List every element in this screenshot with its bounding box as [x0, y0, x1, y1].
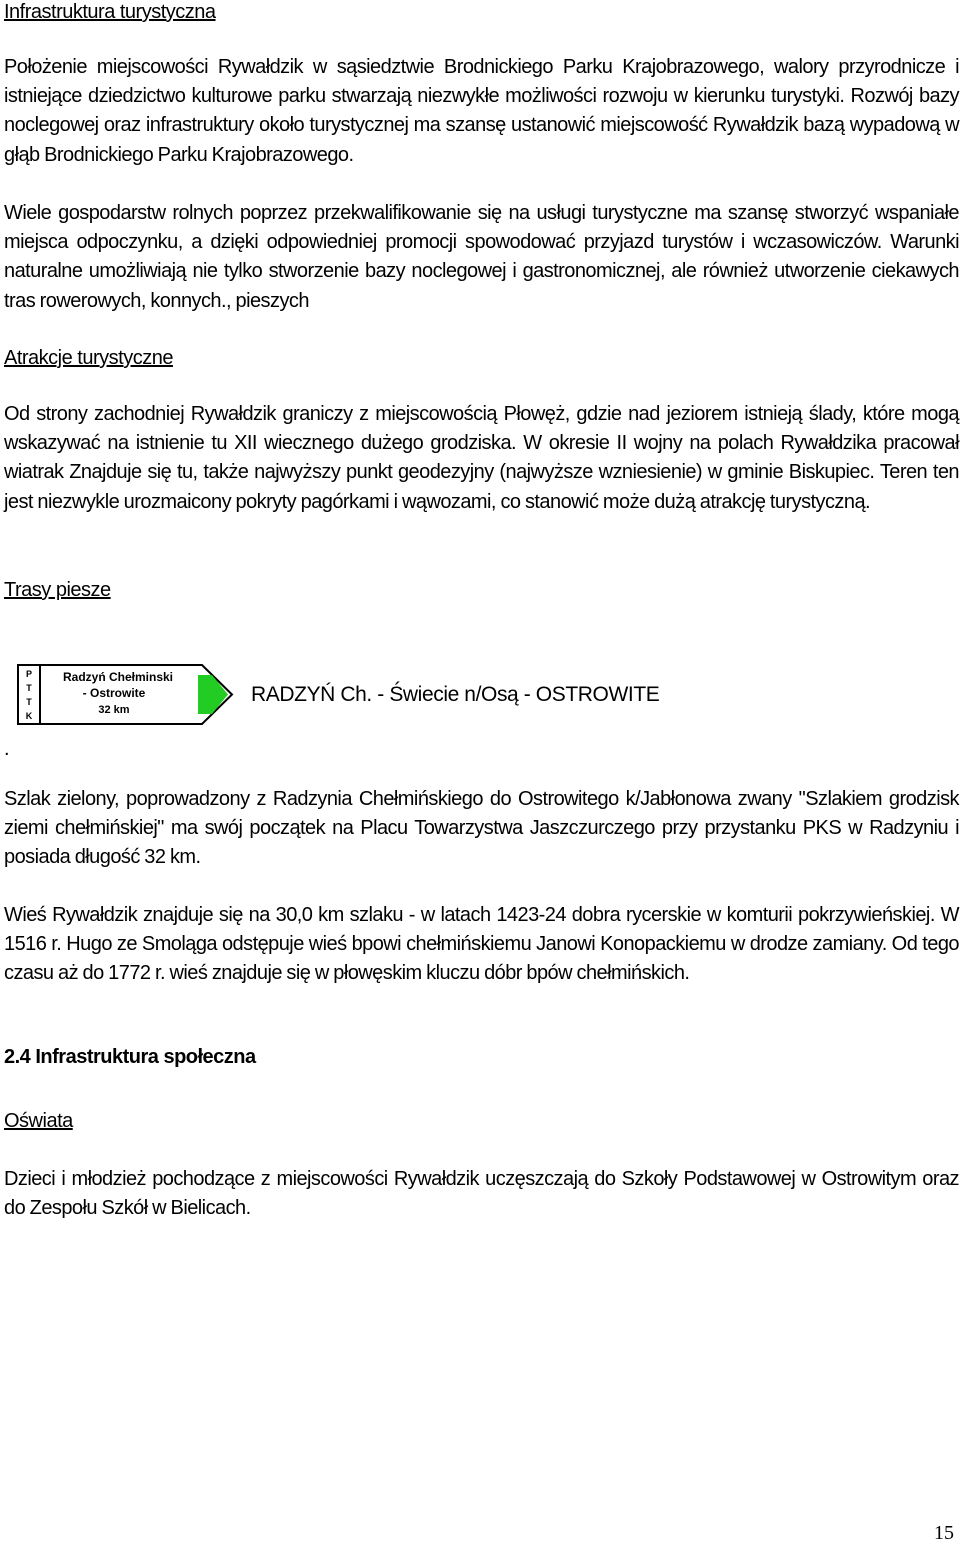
- stray-dot: .: [4, 738, 10, 760]
- heading-education: Oświata: [4, 1110, 73, 1132]
- page-number: 15: [934, 1522, 954, 1544]
- paragraph-green-trail: Szlak zielony, poprowadzony z Radzynia Chełmińskiego do Ostrowitego k/Jabłonowa zwany "Szlakiem grodzisk ziemi chełmińskiej" ma swój początek na Placu Towarzystwa Jaszczurczego przy przystanku PKS w Radzyniu i posiada długość 32 km.: [4, 788, 959, 869]
- sign-line-2: - Ostrowite: [82, 686, 146, 700]
- paragraph-farms: Wiele gospodarstw rolnych poprzez przekwalifikowanie się na usługi turystyczne ma szansę stworzyć wspaniałe miejsca odpoczynku, a dzięki odpowiedniej promocji spowodować przyjazd turystów i wczasowiczów. Warunki naturalne umożliwiają nie tylko stworzenie bazy noclegowej i gastronomicznej, ale również utworzenie ciekawych tras rowerowych, konnych., pieszych: [4, 202, 959, 312]
- trail-title: RADZYŃ Ch. - Świecie n/Osą - OSTROWITE: [251, 683, 660, 706]
- sign-line-1: Radzyń Chełminski: [62, 670, 174, 684]
- paragraph-location: Położenie miejscowości Rywałdzik w sąsiedztwie Brodnickiego Parku Krajobrazowego, walory przyrodnicze i istniejące dziedzictwo kulturowe parku stwarzają niezwykłe możliwości rozwoju w kierunku turystyki. Rozwój bazy noclegowej oraz infrastruktury około turystycznej ma szansę ustanowić miejscowość Rywałdzik bazą wypadową w głąb Brodnickiego Parku Krajobrazowego.: [4, 56, 959, 166]
- heading-trails: Trasy piesze: [4, 579, 111, 601]
- pttk-trail-sign: [16, 663, 234, 726]
- heading-social-infrastructure: 2.4 Infrastruktura społeczna: [4, 1046, 256, 1068]
- paragraph-attractions: Od strony zachodniej Rywałdzik graniczy z miejscowością Płowęż, gdzie nad jeziorem istnieją ślady, które mogą wskazywać na istnienie tu XII wiecznego dużego grodziska. W okresie II wojny na polach Rywałdzika pracował wiatrak Znajduje się tu, także najwyższy punkt geodezyjny (najwyższe wzniesienie) w gminie Biskupiec. Teren ten jest niezwykle urozmaicony pokryty pagórkami i wąwozami, co stanowić może dużą atrakcję turystyczną.: [4, 403, 959, 513]
- sign-letter-t1: T: [26, 683, 32, 693]
- heading-attractions: Atrakcje turystyczne: [4, 347, 173, 369]
- sign-letter-t2: T: [26, 697, 32, 707]
- green-arrow-icon: [198, 675, 228, 714]
- paragraph-history: Wieś Rywałdzik znajduje się na 30,0 km szlaku - w latach 1423-24 dobra rycerskie w komturii pokrzywieńskiej. W 1516 r. Hugo ze Smoląga odstępuje wieś bpowi chełmińskiemu Janowi Konopackiemu w drodze zamiany. Od tego czasu aż do 1772 r. wieś znajduje się w płowęskim kluczu dóbr bpów chełmińskich.: [4, 904, 959, 985]
- sign-letter-k: K: [25, 711, 33, 721]
- sign-letter-p: P: [25, 669, 33, 679]
- paragraph-education: Dzieci i młodzież pochodzące z miejscowości Rywałdzik uczęszczają do Szkoły Podstawowej w Ostrowitym oraz do Zespołu Szkół w Bielicach.: [4, 1168, 959, 1220]
- sign-line-3: 32 km: [98, 704, 130, 716]
- section-title: Infrastruktura turystyczna: [4, 1, 216, 23]
